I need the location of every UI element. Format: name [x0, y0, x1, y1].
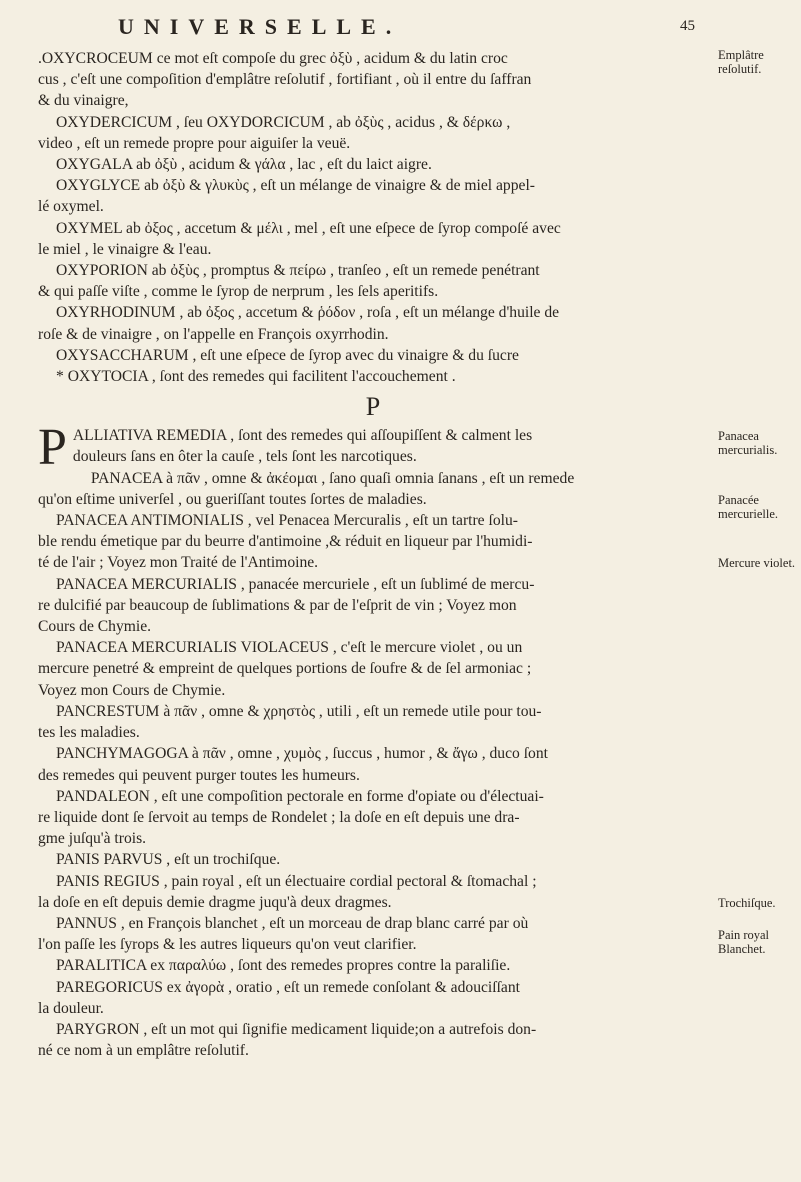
- text-line: PANIS PARVUS , eſt un trochiſque.: [56, 851, 281, 869]
- text-line: roſe & de vinaigre , on l'appelle en François oxyrrhodin.: [38, 325, 389, 343]
- text-line: PANACEA MERCURIALIS , panacée mercuriele , eſt un ſublimé de mercu-: [56, 575, 535, 593]
- text-line: PANACEA à πᾶν , omne & ἀκέομαι , ſano quaſi omnia ſanans , eſt un remede: [90, 469, 575, 487]
- text-line: la douleur.: [38, 999, 104, 1017]
- section-o-entries: [38, 48, 708, 387]
- first-entry: [38, 419, 708, 477]
- text-line: cus , c'eſt une compoſition d'emplâtre reſolutif , fortifiant , où il entre du ſaffran: [38, 71, 532, 89]
- margin-note: Panacea mercurialis.: [718, 429, 778, 457]
- text-line: & qui paſſe viſte , comme le ſyrop de nerprum , les ſels aperitifs.: [38, 283, 439, 301]
- page-number: 45: [680, 18, 695, 34]
- main-text: [38, 48, 708, 1061]
- margin-note: Mercure violet.: [718, 556, 796, 570]
- text-line: PARYGRON , eſt un mot qui ſignifie medicament liquide;on a autrefois don-: [56, 1020, 537, 1038]
- text-line: qu'on eſtime univerſel , ou gueriſſant toutes ſortes de maladies.: [38, 490, 427, 508]
- text-line: OXYDERCICUM , ſeu OXYDORCICUM , ab ὀξὺς , acidus , & δέρκω ,: [56, 113, 511, 131]
- text-line: PANDALEON , eſt une compoſition pectorale en forme d'opiate ou d'électuai-: [56, 787, 544, 805]
- text-line: lé oxymel.: [38, 198, 104, 216]
- margin-note: Panacée mercurielle.: [718, 493, 779, 521]
- text-line: video , eſt un remede propre pour aiguiſer la veuë.: [38, 134, 351, 152]
- text-line: des remedes qui peuvent purger toutes les humeurs.: [38, 766, 360, 784]
- text-line: * OXYTOCIA , ſont des remedes qui facilitent l'accouchement .: [56, 368, 456, 386]
- text-line: tes les maladies.: [38, 724, 140, 742]
- text-line: Cours de Chymie.: [38, 618, 152, 636]
- drop-cap: P: [38, 419, 67, 477]
- text-line: PANCHYMAGOGA à πᾶν , omne , χυμὸς , ſuccus , humor , & ἄγω , duco ſont: [56, 745, 548, 763]
- text-line: l'on paſſe les ſyrops & les autres liqueurs qu'on veut clarifier.: [38, 936, 417, 954]
- text-line: OXYGLYCE ab ὀξὺ & γλυκὺς , eſt un mélange de vinaigre & de miel appel-: [56, 177, 535, 195]
- margin-note: Emplâtre reſolutif.: [718, 48, 764, 76]
- text-line: le miel , le vinaigre & l'eau.: [38, 240, 212, 258]
- text-line: PANNUS , en François blanchet , eſt un morceau de drap blanc carré par où: [56, 914, 529, 932]
- margin-note: Pain royal Blanchet.: [718, 928, 770, 956]
- text-line: ble rendu émetique par du beurre d'antimoine ,& réduit en liqueur par l'humidi-: [38, 533, 533, 551]
- page-header: [0, 14, 801, 44]
- margin-note: Trochiſque.: [718, 896, 776, 910]
- text-line: OXYGALA ab ὀξὺ , acidum & γάλα , lac , eſt du laict aigre.: [56, 156, 432, 174]
- text-line: né ce nom à un emplâtre reſolutif.: [38, 1042, 249, 1060]
- text-line: OXYSACCHARUM , eſt une eſpece de ſyrop avec du vinaigre & du ſucre: [56, 346, 519, 364]
- text-line: mercure penetré & empreint de quelques portions de ſoufre & de ſel armoniac ;: [38, 660, 532, 678]
- text-line: & du vinaigre,: [38, 92, 129, 110]
- text-line: OXYRHODINUM , ab ὀξος , accetum & ῥόδον , roſa , eſt un mélange d'huile de: [56, 304, 560, 322]
- text-line: OXYMEL ab ὀξος , accetum & μέλι , mel , eſt une eſpece de ſyrop compoſé avec: [56, 219, 561, 237]
- text-line: re dulcifié par beaucoup de ſublimations & par de l'eſprit de vin ; Voyez mon: [38, 596, 517, 614]
- text-line: PAREGORICUS ex ἀγορὰ , oratio , eſt un remede conſolant & adouciſſant: [56, 978, 520, 996]
- text-line: PARALITICA ex παραλύω , ſont des remedes propres contre la paraliſie.: [56, 957, 511, 975]
- text-line: Voyez mon Cours de Chymie.: [38, 681, 226, 699]
- text-line: douleurs ſans en ôter la cauſe , tels ſont les narcotiques.: [72, 448, 417, 466]
- text-line: la doſe en eſt depuis demie dragme juqu'à deux dragmes.: [38, 893, 392, 911]
- text-line: PANACEA ANTIMONIALIS , vel Penacea Mercuralis , eſt un tartre ſolu-: [56, 512, 518, 530]
- text-line: PANCRESTUM à πᾶν , omne & χρηστὸς , utili , eſt un remede utile pour tou-: [56, 702, 542, 720]
- text-line: .OXYCROCEUM ce mot eſt compoſe du grec ὀξὺ , acidum & du latin croc: [38, 50, 508, 67]
- text-line: ALLIATIVA REMEDIA , ſont des remedes qui aſſoupiſſent & calment les: [72, 427, 533, 445]
- section-p-entries: [38, 419, 708, 1061]
- text-line: OXYPORION ab ὀξὺς , promptus & πείρω , tranſeo , eſt un remede penétrant: [56, 262, 540, 280]
- text-line: gme juſqu'à trois.: [38, 830, 147, 848]
- section-letter: P: [365, 392, 381, 422]
- text-line: PANIS REGIUS , pain royal , eſt un électuaire cordial pectoral & ſtomachal ;: [56, 872, 537, 890]
- text-line: té de l'air ; Voyez mon Traité de l'Antimoine.: [38, 554, 319, 572]
- text-line: PANACEA MERCURIALIS VIOLACEUS , c'eſt le mercure violet , ou un: [56, 639, 523, 657]
- text-line: re liquide dont ſe ſervoit au temps de Rondelet ; la doſe en eſt depuis une dra-: [38, 808, 520, 826]
- running-title: UNIVERSELLE.: [118, 14, 402, 39]
